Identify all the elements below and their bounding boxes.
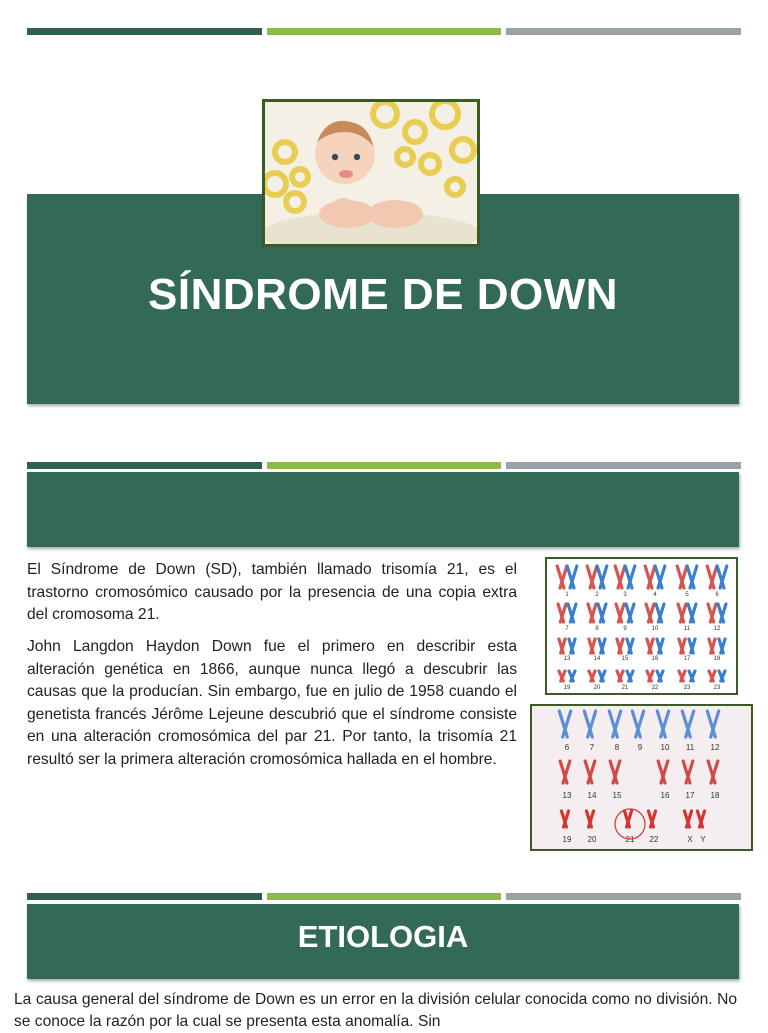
chromosome-label: 15 xyxy=(621,656,629,662)
chromosome-label: 9 xyxy=(623,626,627,632)
chromosome-icon xyxy=(626,604,634,622)
chromosome-label: Y xyxy=(700,835,706,844)
chromosome-icon xyxy=(569,639,575,653)
strip-gray xyxy=(506,893,741,900)
chromosome-icon xyxy=(627,639,633,653)
chromosome-label: 18 xyxy=(713,656,721,662)
chromosome-icon xyxy=(624,811,631,827)
chromosome-label: X xyxy=(687,835,693,844)
chromosome-label: 1 xyxy=(565,592,569,598)
chromosome-icon xyxy=(599,639,605,653)
chromosome-icon xyxy=(684,811,691,827)
chromosome-icon xyxy=(646,604,654,622)
chromosome-icon xyxy=(609,711,620,737)
chromosome-icon xyxy=(707,711,718,737)
chromosome-label: 18 xyxy=(710,791,720,800)
intro-paragraph-1: El Síndrome de Down (SD), también llamado trisomía 21, es el trastorno cromosómico causado por la presencia de una copia extra del cromosoma 21. xyxy=(27,561,517,623)
chromosome-icon xyxy=(647,639,653,653)
chromosome-icon xyxy=(656,604,664,622)
chromosome-icon xyxy=(697,811,704,827)
chromosome-label: 8 xyxy=(595,626,599,632)
chromosome-icon xyxy=(589,639,595,653)
chromosome-label: 17 xyxy=(683,656,691,662)
chromosome-icon xyxy=(645,566,655,588)
chromosome-label: 13 xyxy=(563,656,571,662)
chromosome-label: 21 xyxy=(621,685,629,691)
chromosome-label: 17 xyxy=(685,791,695,800)
strip-green xyxy=(267,28,501,35)
chromosome-icon xyxy=(647,671,653,681)
chromosome-icon xyxy=(687,566,697,588)
chromosome-label: 2 xyxy=(595,592,599,598)
chromosome-label: 4 xyxy=(653,592,657,598)
chromosome-icon xyxy=(658,761,668,783)
chromosome-icon xyxy=(587,566,597,588)
chromosome-label: 10 xyxy=(660,743,670,752)
baby-photo xyxy=(262,99,480,247)
chromosome-icon xyxy=(584,711,595,737)
strip-dark xyxy=(27,893,262,900)
etiologia-text: La causa general del síndrome de Down es un error en la división celular conocida como no división. No se conoce la razón por la cual se presenta esta anomalía. Sin xyxy=(14,991,737,1030)
chromosome-label: 22 xyxy=(651,685,659,691)
chromosome-icon xyxy=(559,671,565,681)
karyotype-diagram-2 xyxy=(530,704,753,851)
chromosome-label: 11 xyxy=(683,626,691,632)
strip-green xyxy=(267,462,501,469)
chromosome-icon xyxy=(709,671,715,681)
chromosome-label: 23 xyxy=(713,685,721,691)
chromosome-icon xyxy=(719,671,725,681)
chromosome-icon xyxy=(657,639,663,653)
chromosome-label: 8 xyxy=(614,743,620,752)
chromosome-icon xyxy=(569,671,575,681)
chromosome-label: 9 xyxy=(637,743,643,752)
chromosome-icon xyxy=(557,566,567,588)
chromosome-icon xyxy=(617,639,623,653)
chromosome-icon xyxy=(679,639,685,653)
chromosome-icon xyxy=(617,671,623,681)
chromosome-icon xyxy=(689,671,695,681)
top-accent-strip xyxy=(27,28,741,35)
chromosome-icon xyxy=(689,639,695,653)
chromosome-icon xyxy=(589,671,595,681)
chromosome-label: 5 xyxy=(685,592,689,598)
chromosome-label: 14 xyxy=(593,656,601,662)
chromosome-label: 16 xyxy=(651,656,659,662)
chromosome-label: 7 xyxy=(589,743,595,752)
chromosome-label: 20 xyxy=(587,835,597,844)
chromosome-icon xyxy=(586,811,593,827)
chromosome-label: 6 xyxy=(564,743,570,752)
chromosome-icon xyxy=(588,604,596,622)
chromosome-icon xyxy=(709,639,715,653)
chromosome-icon xyxy=(708,604,716,622)
etiologia-title: ETIOLOGIA xyxy=(297,919,469,954)
strip-dark xyxy=(27,28,262,35)
chromosome-icon xyxy=(561,811,568,827)
chromosome-label: 3 xyxy=(623,592,627,598)
chromosome-icon xyxy=(615,566,625,588)
chromosome-icon xyxy=(655,566,665,588)
chromosome-icon xyxy=(599,671,605,681)
chromosome-icon xyxy=(719,639,725,653)
etiologia-accent-strip xyxy=(27,893,741,900)
chromosome-icon xyxy=(679,671,685,681)
chromosome-label: 12 xyxy=(713,626,721,632)
chromosome-label: 21 xyxy=(625,835,635,844)
strip-gray xyxy=(506,28,741,35)
chromosome-icon xyxy=(707,566,717,588)
strip-gray xyxy=(506,462,741,469)
chromosome-icon xyxy=(657,711,668,737)
chromosome-label: 7 xyxy=(565,626,569,632)
chromosome-label: 11 xyxy=(685,743,695,752)
chromosome-label: 16 xyxy=(660,791,670,800)
section-banner xyxy=(27,472,739,547)
chromosome-label: 13 xyxy=(562,791,572,800)
chromosome-icon xyxy=(616,604,624,622)
chromosome-icon xyxy=(585,761,595,783)
chromosome-label: 14 xyxy=(587,791,597,800)
chromosome-icon xyxy=(682,711,693,737)
chromosome-icon xyxy=(625,566,635,588)
chromosome-icon xyxy=(597,566,607,588)
chromosome-icon xyxy=(632,711,643,737)
intro-paragraph-2: John Langdon Haydon Down fue el primero en describir esta alteración genética en 1866, aunque nunca llegó a descubrir las causas que la producían. Sin embargo, fue en julio de 1958 cuando el genetista francés Jérôme Lejeune descubrió que el síndrome consiste en una alteración cromosómica del par 21. Por tanto, la trisomía 21 resultó ser la primera alteración cromosómica hallada en el hombre. xyxy=(27,638,517,768)
chromosome-icon xyxy=(717,566,727,588)
chromosome-label: 12 xyxy=(710,743,720,752)
chromosome-label: 22 xyxy=(649,835,659,844)
page-title: SÍNDROME DE DOWN xyxy=(148,270,618,319)
chromosome-label: 20 xyxy=(593,685,601,691)
karyotype-diagram-1 xyxy=(545,557,738,695)
chromosome-icon xyxy=(688,604,696,622)
chromosome-icon xyxy=(560,761,570,783)
chromosome-label: 19 xyxy=(563,685,571,691)
chromosome-icon xyxy=(678,604,686,622)
chromosome-icon xyxy=(657,671,663,681)
strip-green xyxy=(267,893,501,900)
chromosome-icon xyxy=(559,711,570,737)
section-accent-strip xyxy=(27,462,741,469)
chromosome-label: 15 xyxy=(612,791,622,800)
chromosome-icon xyxy=(718,604,726,622)
chromosome-icon xyxy=(610,761,620,783)
chromosome-icon xyxy=(568,604,576,622)
chromosome-icon xyxy=(683,761,693,783)
chromosome-icon xyxy=(708,761,718,783)
chromosome-label: 10 xyxy=(651,626,659,632)
chromosome-label: 6 xyxy=(715,592,719,598)
chromosome-icon xyxy=(558,604,566,622)
chromosome-icon xyxy=(677,566,687,588)
chromosome-label: 19 xyxy=(562,835,572,844)
chromosome-icon xyxy=(559,639,565,653)
chromosome-label: 23 xyxy=(683,685,691,691)
chromosome-icon xyxy=(598,604,606,622)
chromosome-icon xyxy=(567,566,577,588)
strip-dark xyxy=(27,462,262,469)
chromosome-icon xyxy=(648,811,655,827)
chromosome-icon xyxy=(627,671,633,681)
